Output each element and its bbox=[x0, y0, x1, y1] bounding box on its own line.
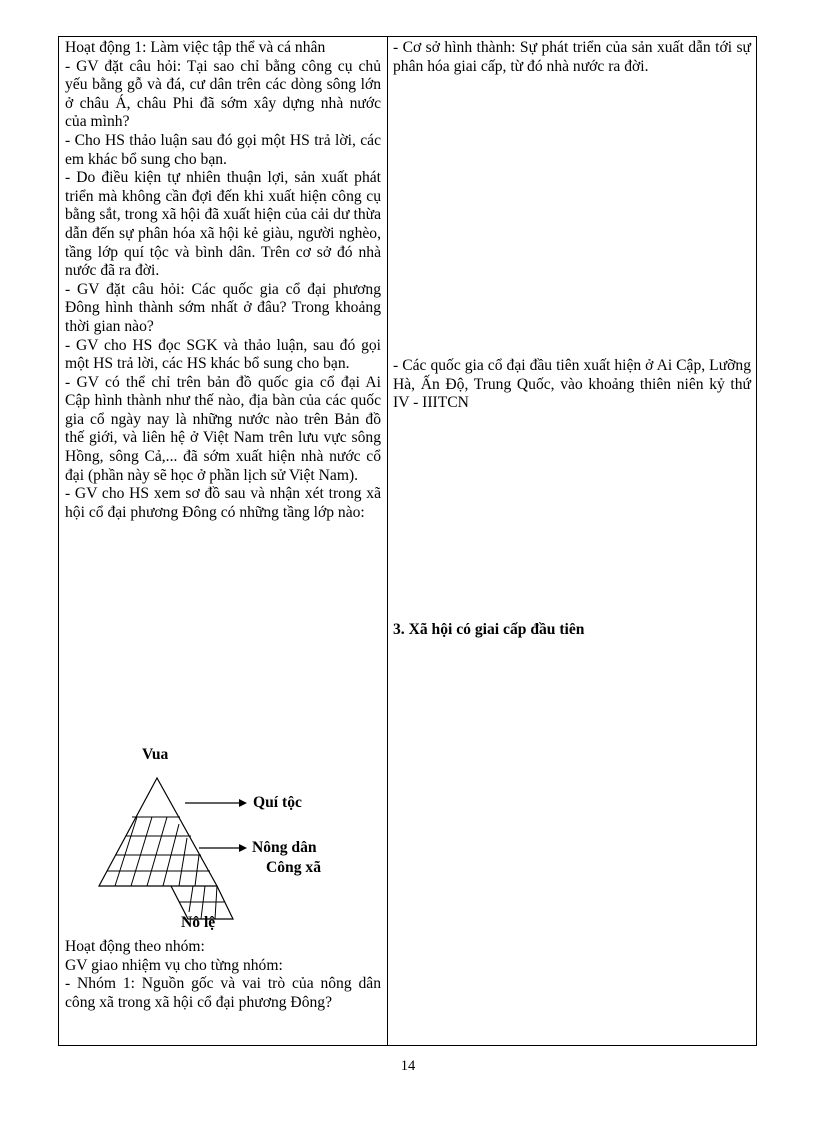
question-1: - GV đặt câu hỏi: Tại sao chỉ bằng công cụ chủ yếu bằng gỗ và đá, cư dân trên các dòng sông lớn ở châu Á, châu Phi đã sớm xây dựng nhà nước của mình? bbox=[65, 57, 381, 131]
label-slaves: Nô lệ bbox=[181, 914, 216, 931]
left-column bbox=[65, 39, 381, 522]
pyramid-drawing bbox=[59, 742, 375, 937]
content-table bbox=[58, 36, 757, 1046]
basis-of-formation: - Cơ sở hình thành: Sự phát triển của sản xuất dẫn tới sự phân hóa giai cấp, từ đó nhà nước ra đời. bbox=[393, 39, 751, 75]
left-column-bottom bbox=[65, 938, 381, 1012]
label-commune: Công xã bbox=[266, 859, 322, 876]
instruction-discuss: - Cho HS thảo luận sau đó gọi một HS trả lời, các em khác bổ sung cho bạn. bbox=[65, 131, 381, 168]
section-heading: 3. Xã hội có giai cấp đầu tiên bbox=[393, 621, 585, 638]
question-2: - GV đặt câu hỏi: Các quốc gia cổ đại phương Đông hình thành sớm nhất ở đâu? Trong khoảng thời gian nào? bbox=[65, 280, 381, 335]
instruction-map: - GV có thể chỉ trên bản đồ quốc gia cổ đại Ai Cập hình thành như thế nào, địa bàn của các quốc gia cổ ngày nay là những nước nào trên Bản đồ thế giới, và liên hệ ở Việt Nam trên lưu vực sông Hồng, sông Cả,... đã sớm xuất hiện nhà nước cổ đại (phần này sẽ học ở phần lịch sử Việt Nam). bbox=[65, 373, 381, 484]
activity-1-title: Hoạt động 1: Làm việc tập thể và cá nhân bbox=[65, 39, 326, 56]
social-pyramid-diagram bbox=[59, 742, 375, 937]
group-assignment: GV giao nhiệm vụ cho từng nhóm: bbox=[65, 956, 283, 974]
label-aristocrats: Quí tộc bbox=[253, 794, 302, 811]
instruction-read: - GV cho HS đọc SGK và thảo luận, sau đó gọi một HS trả lời, các HS khác bổ sung cho bạn. bbox=[65, 336, 381, 373]
answer-1: - Do điều kiện tự nhiên thuận lợi, sản xuất phát triển mà không cần đợi đến khi xuất hiện công cụ bằng sắt, trong xã hội đã xuất hiện của cải dư thừa dẫn đến sự phân hóa xã hội kẻ giàu, người nghèo, tầng lớp quí tộc và bình dân. Trên cơ sở đó nhà nước đã ra đời. bbox=[65, 169, 381, 280]
column-divider bbox=[387, 37, 388, 1045]
group-1-task: - Nhóm 1: Nguồn gốc và vai trò của nông dân công xã trong xã hội cổ đại phương Đông? bbox=[65, 975, 381, 1011]
label-king: Vua bbox=[142, 746, 169, 763]
right-column bbox=[393, 39, 751, 76]
page-number: 14 bbox=[400, 1058, 416, 1074]
group-activity-title: Hoạt động theo nhóm: bbox=[65, 938, 205, 955]
right-column-middle bbox=[393, 357, 751, 413]
first-states: - Các quốc gia cổ đại đầu tiên xuất hiện ở Ai Cập, Lưỡng Hà, Ấn Độ, Trung Quốc, vào khoảng thiên niên kỷ thứ IV - IIITCN bbox=[393, 357, 751, 412]
instruction-diagram: - GV cho HS xem sơ đồ sau và nhận xét trong xã hội cổ đại phương Đông có những tầng lớp nào: bbox=[65, 485, 381, 521]
label-peasants: Nông dân bbox=[252, 839, 317, 856]
